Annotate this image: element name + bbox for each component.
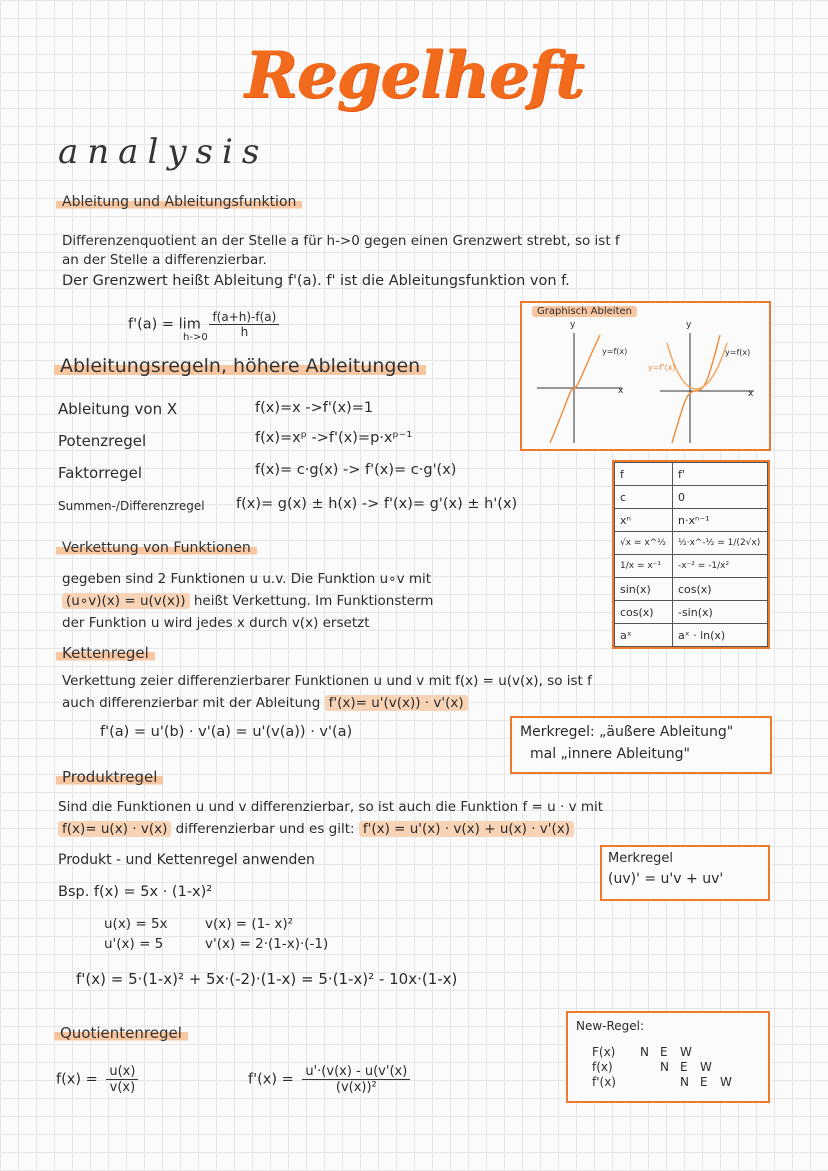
merkregel-produkt-formula: (uv)' = u'v + uv' [608,871,724,887]
table-row [615,624,768,647]
table-cell: 1/x = x⁻¹ [615,555,673,578]
table-cell: √x = x^½ [615,532,673,555]
beispiel-result: f'(x) = 5·(1-x)² + 5x·(-2)·(1-x) = 5·(1-x)² - 10x·(1-x) [76,970,458,988]
rule-formula-0: f(x)=x ->f'(x)=1 [255,400,374,416]
table-cell: aˣ · ln(x) [672,624,767,647]
page-subtitle: analysis [58,132,269,172]
produktregel-line-1: Sind die Funktionen u und v differenzierbar, so ist auch die Funktion f = u · v mit [58,799,604,815]
table-row [615,463,768,486]
right-curve-f-label: y=f(x) [725,348,751,357]
section-heading-ableitung-text: Ableitung und Ableitungsfunktion [56,194,302,210]
left-x-label: x [618,386,624,396]
section-heading-kettenregel [56,644,155,662]
merkregel-kette-line-2: mal „innere Ableitung" [530,746,690,762]
table-cell: c [615,486,673,509]
derivative-table [614,462,768,647]
quotient-f-fraction [106,1064,138,1095]
table-cell: 0 [672,486,767,509]
table-cell: ½·x^-½ = 1/(2√x) [672,532,767,555]
table-row [615,509,768,532]
table-cell: f' [672,463,767,486]
rule-formula-3: f(x)= g(x) ± h(x) -> f'(x)= g'(x) ± h'(x) [236,496,518,512]
rule-name-0: Ableitung von X [58,400,178,418]
verkettung-line-2 [62,590,602,612]
section-ableitung-text [62,230,762,292]
new-letter: W [720,1075,732,1089]
quotient-fprime-num: u'·(v(x) - u(v'(x) [302,1064,410,1080]
table-cell: aˣ [615,624,673,647]
section-heading-ableitung [56,194,302,210]
section-heading-quotientenregel-text: Quotientenregel [54,1024,188,1042]
ableitung-line-2: an der Stelle a differenzierbar. [62,252,267,268]
quotient-fprime-fraction [302,1064,410,1095]
kettenregel-line-2-pre: auch differenzierbar mit der Ableitung [62,695,325,711]
graph-box-svg [522,303,769,449]
kettenregel-line-1: Verkettung zeier differenzierbarer Funktionen u und v mit f(x) = u(v(x), so ist f [62,673,592,689]
formula-fraction [209,310,279,339]
graph-box-title: Graphisch Ableiten [532,306,637,317]
section-produktregel-text [58,796,788,840]
table-cell: xⁿ [615,509,673,532]
new-letter: N [680,1075,689,1089]
new-regel-grid [592,1045,740,1090]
beispiel-u-prime: u'(x) = 5 [104,936,164,952]
produkt-beispiel: Bsp. f(x) = 5x · (1-x)² [58,884,213,900]
beispiel-u: u(x) = 5x [104,916,168,932]
section-heading-verkettung [56,540,257,556]
right-x-label: x [748,389,754,399]
section-heading-kettenregel-text: Kettenregel [56,644,155,662]
rule-name-3: Summen-/Differenzregel [58,499,205,513]
table-row [615,601,768,624]
produkt-ketten-heading: Produkt - und Kettenregel anwenden [58,852,315,868]
new-row [592,1045,740,1060]
quotient-f-label: f(x) = [56,1071,98,1088]
table-cell: -x⁻² = -1/x² [672,555,767,578]
quotient-f-num: u(x) [106,1064,138,1080]
produktregel-line-2-mid: differenzierbar und es gilt: [171,821,359,837]
new-row-label: f'(x) [592,1075,616,1089]
verkettung-line-3: der Funktion u wird jedes x durch v(x) ersetzt [62,615,370,631]
new-row [592,1060,740,1075]
verkettung-line-1: gegeben sind 2 Funktionen u u.v. Die Funktion u∘v mit [62,571,432,587]
merkregel-kette-box [510,716,772,774]
new-regel-title: New-Regel: [576,1019,645,1033]
verkettung-definition: (u∘v)(x) = u(v(x)) [62,593,190,609]
merkregel-produkt-title: Merkregel [608,851,674,866]
section-heading-regeln [54,355,426,377]
rule-name-2: Faktorregel [58,464,143,482]
left-y-label: y [570,320,576,330]
formula-denominator: h [240,325,249,339]
produktregel-def: f(x)= u(x) · v(x) [58,821,171,837]
new-letter: W [680,1045,692,1059]
beispiel-v-prime: v'(x) = 2·(1-x)·(-1) [205,936,329,952]
new-row-label: F(x) [592,1045,616,1059]
verkettung-line-2-rest: heißt Verkettung. Im Funktionsterm [189,593,434,609]
left-curve-label: y=f(x) [602,347,628,356]
quotient-fprime-label: f'(x) = [248,1071,294,1088]
rule-formula-1: f(x)=xᵖ ->f'(x)=p·xᵖ⁻¹ [255,430,413,446]
table-cell: -sin(x) [672,601,767,624]
ableitung-line-3: Der Grenzwert heißt Ableitung f'(a). f' ist die Ableitungsfunktion von f. [62,273,570,289]
new-letter: N [640,1045,649,1059]
new-letter: E [700,1075,708,1089]
produktregel-formula-highlight: f'(x) = u'(x) · v(x) + u(x) · v'(x) [359,821,574,837]
produktregel-line-2 [58,818,788,840]
quotient-fprime [248,1064,414,1095]
section-verkettung-text [62,568,602,634]
right-y-label: y [686,320,692,330]
left-curve-f [550,335,600,443]
right-curve-fprime-label: y=f'(x) [648,363,676,372]
table-cell: n·xⁿ⁻¹ [672,509,767,532]
new-regel-box [566,1011,770,1103]
section-heading-produktregel-text: Produktregel [56,768,163,786]
merkregel-produkt-box [600,845,770,901]
table-row [615,532,768,555]
section-heading-regeln-text: Ableitungsregeln, höhere Ableitungen [54,355,426,377]
right-curve-fprime [667,343,727,389]
page-title: Regelheft [244,38,584,113]
table-cell: sin(x) [615,578,673,601]
new-letter: N [660,1060,669,1074]
table-row [615,555,768,578]
table-row [615,486,768,509]
section-heading-produktregel [56,768,163,786]
kettenregel-formula-highlight: f'(x)= u'(v(x)) · v'(x) [325,695,468,711]
section-heading-quotientenregel [54,1024,188,1042]
derivative-table-box [612,460,770,649]
section-kettenregel-text [62,670,782,714]
section-heading-verkettung-text: Verkettung von Funktionen [56,540,257,556]
formula-numerator: f(a+h)-f(a) [209,310,279,325]
ableitung-line-1: Differenzenquotient an der Stelle a für h->0 gegen einen Grenzwert strebt, so ist f [62,233,620,249]
formula-prefix: f'(a) = lim [128,316,201,333]
graph-box [520,301,771,451]
quotient-f-den: v(x) [109,1080,136,1095]
differenzenquotient-formula [128,310,283,343]
formula-limit-sub: h->0 [183,332,208,343]
table-row [615,578,768,601]
merkregel-kette-line-1: Merkregel: „äußere Ableitung" [520,724,734,740]
rule-formula-2: f(x)= c·g(x) -> f'(x)= c·g'(x) [255,462,457,478]
new-letter: E [680,1060,688,1074]
table-cell: cos(x) [615,601,673,624]
rule-name-1: Potenzregel [58,432,147,450]
new-letter: W [700,1060,712,1074]
kettenregel-line-2 [62,692,782,714]
beispiel-v: v(x) = (1- x)² [205,916,294,932]
kettenregel-formula: f'(a) = u'(b) · v'(a) = u'(v(a)) · v'(a) [100,724,353,740]
quotient-fprime-den: (v(x))² [335,1080,377,1095]
new-row [592,1075,740,1090]
new-letter: E [660,1045,668,1059]
table-cell: cos(x) [672,578,767,601]
table-cell: f [615,463,673,486]
new-row-label: f(x) [592,1060,613,1074]
quotient-f [56,1064,142,1095]
